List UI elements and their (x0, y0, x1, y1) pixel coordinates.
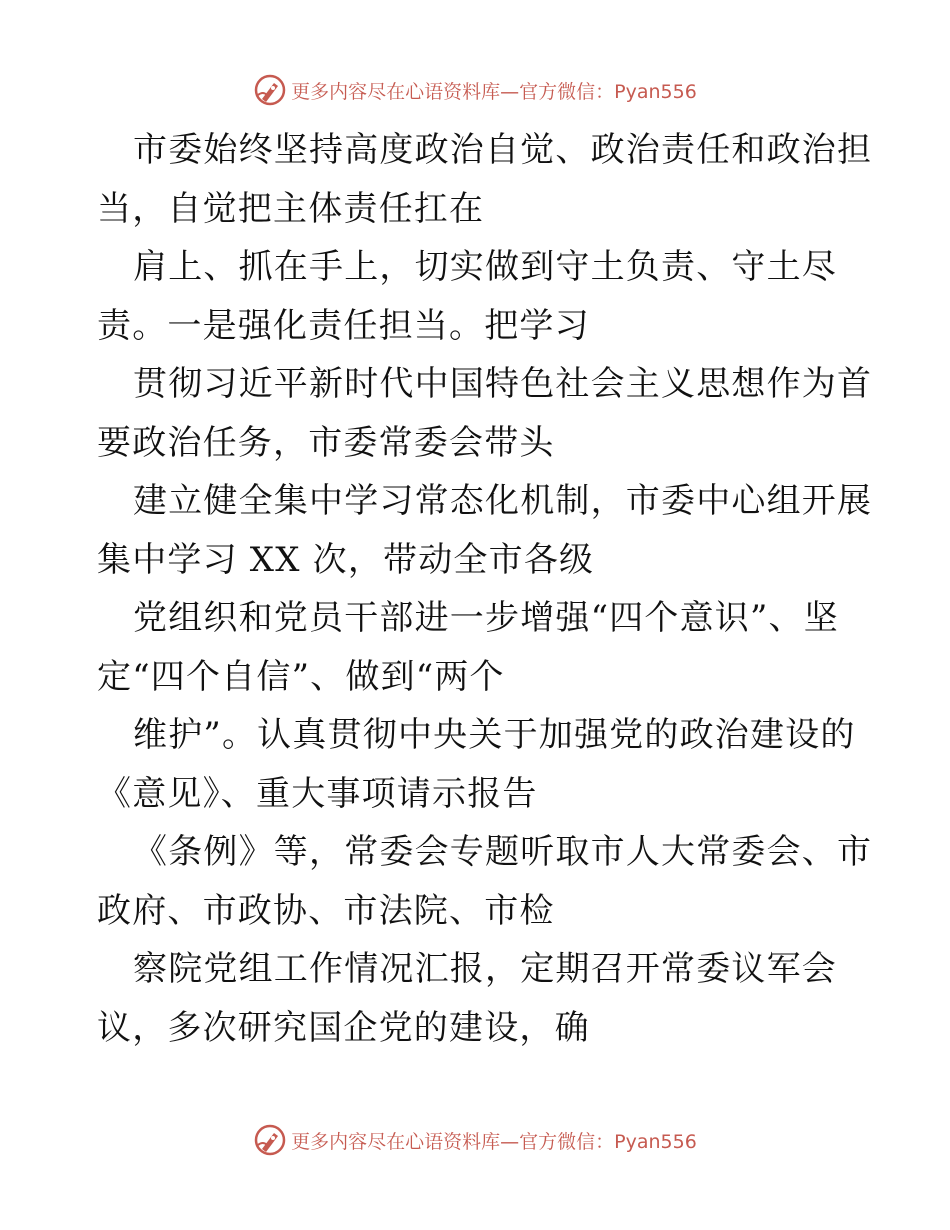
text-line: 议，多次研究国企党的建设，确 (97, 1007, 590, 1048)
paragraph (97, 940, 857, 1057)
text-line: 要政治任务，市委常委会带头 (97, 422, 555, 463)
text-line: 《意见》、重大事项请示报告 (97, 773, 538, 814)
text-line: 政府、市政协、市法院、市检 (97, 890, 555, 931)
text-line: 市委始终坚持高度政治自觉、政治责任和政治担 (133, 130, 873, 170)
text-line: 维护”。认真贯彻中央关于加强党的政治建设的 (133, 715, 856, 755)
text-line: 集中学习 XX 次，带动全市各级 (97, 539, 595, 580)
footer-banner-text: 更多内容尽在心语资料库—官方微信：Pyan556 (291, 1130, 697, 1153)
paragraph (97, 472, 873, 589)
paragraph (97, 355, 873, 472)
text-line: 当，自觉把主体责任扛在 (97, 188, 485, 229)
pen-nib-logo-icon (253, 1123, 287, 1157)
document-body (97, 121, 873, 1057)
paragraph (97, 823, 873, 940)
pen-nib-logo-icon (253, 73, 287, 107)
paragraph (97, 121, 873, 238)
paragraph (97, 706, 857, 823)
header-banner-text: 更多内容尽在心语资料库—官方微信：Pyan556 (291, 80, 697, 103)
text-line: 定“四个自信”、做到“两个 (97, 656, 505, 697)
text-line: 贯彻习近平新时代中国特色社会主义思想作为首 (133, 364, 873, 404)
text-line: 责。一是强化责任担当。把学习 (97, 305, 590, 346)
text-line: 肩上、抓在手上，切实做到守土负责、守土尽 (133, 247, 837, 287)
paragraph (97, 589, 857, 706)
text-line: 党组织和党员干部进一步增强“四个意识”、坚 (133, 598, 839, 638)
text-line: 建立健全集中学习常态化机制，市委中心组开展 (133, 481, 873, 521)
footer-banner (0, 1120, 950, 1160)
header-banner (0, 70, 950, 110)
text-line: 察院党组工作情况汇报，定期召开常委议军会 (133, 949, 837, 989)
paragraph (97, 238, 857, 355)
text-line: 《条例》等，常委会专题听取市人大常委会、市 (133, 832, 873, 872)
